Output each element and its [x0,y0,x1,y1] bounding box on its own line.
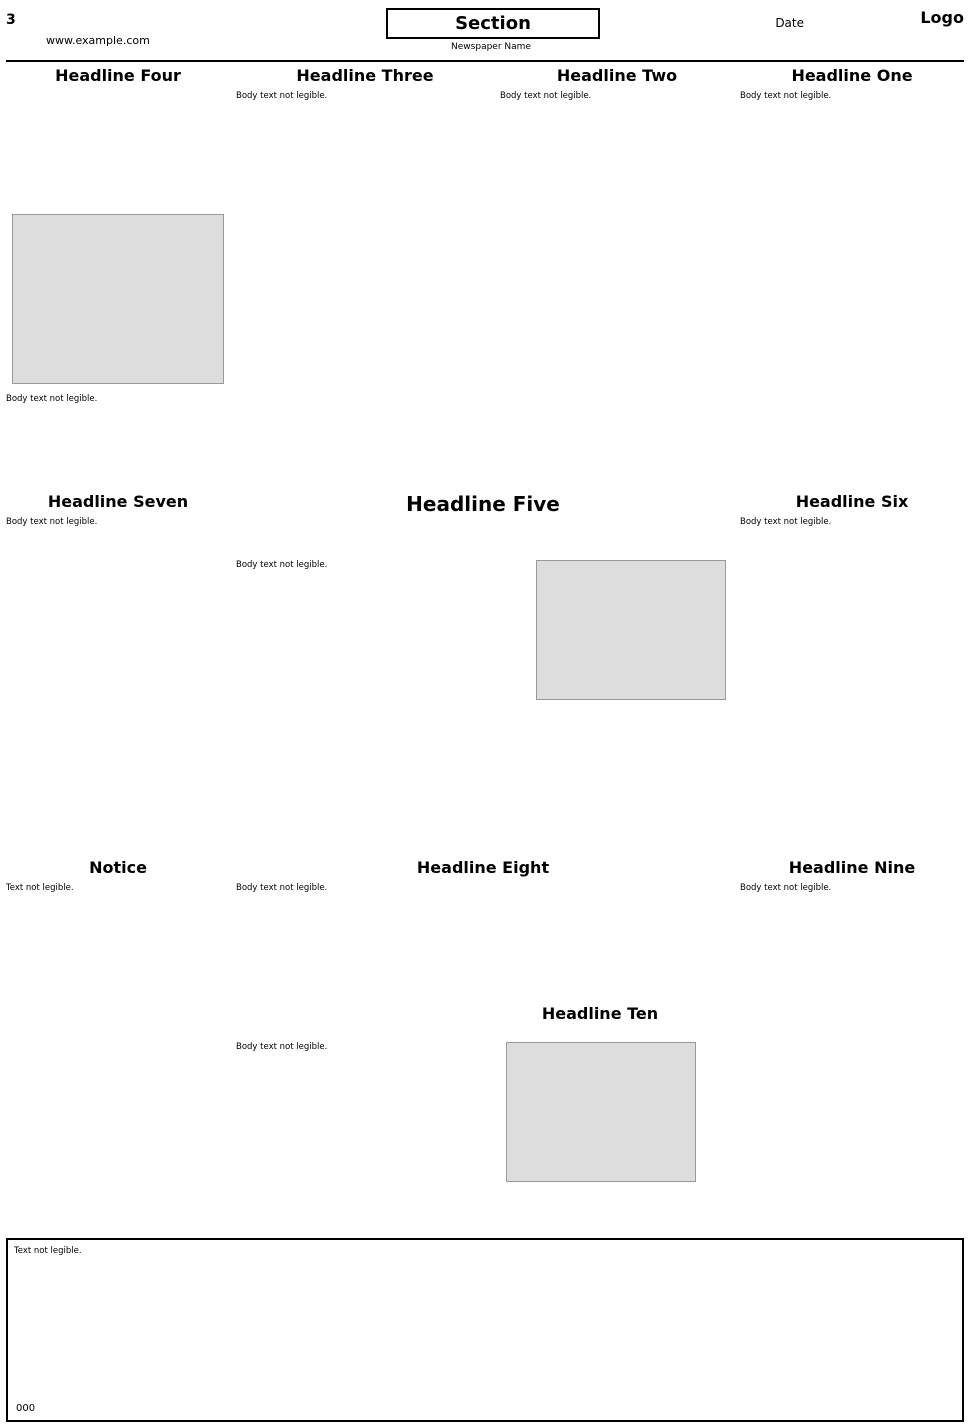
subtitle: Newspaper Name [451,42,531,52]
story-10-body: Body text not legible. [236,1042,328,1052]
story-7-body: Body text not legible. [6,517,98,527]
bottom-notice-text: Text not legible. [14,1246,82,1256]
logo: Logo [920,8,964,27]
story-6-body: Body text not legible. [740,517,832,527]
story-3 [236,64,494,484]
notice-box [6,856,230,1232]
story-5-body: Body text not legible. [236,560,328,570]
photo-placeholder [12,214,224,384]
story-4-body: Body text not legible. [6,394,98,404]
story-7-title: Headline Seven [47,492,189,511]
story-4-title: Headline Four [55,66,181,85]
bottom-notice [6,1238,964,1422]
story-1-body: Body text not legible. [740,91,832,101]
page-number: 3 [6,12,16,28]
story-9 [740,856,964,996]
footer-code: 000 [16,1403,36,1414]
story-9-body: Body text not legible. [740,883,832,893]
story-8 [236,856,730,996]
story-7 [6,490,230,850]
story-10 [236,1002,964,1232]
story-8-body: Body text not legible. [236,883,328,893]
story-2 [500,64,734,484]
story-5-title: Headline Five [406,492,560,516]
story-10-title: Headline Ten [541,1004,659,1023]
story-2-body: Body text not legible. [500,91,592,101]
story-1-title: Headline One [791,66,913,85]
car-photo-placeholder [536,560,726,700]
plane-photo-placeholder [506,1042,696,1182]
story-8-title: Headline Eight [416,858,550,877]
section-label: Section [386,8,600,39]
story-6-title: Headline Six [795,492,909,511]
story-4 [6,64,230,484]
story-5 [236,490,730,850]
story-1 [740,64,964,484]
masthead [6,6,964,62]
story-6 [740,490,964,850]
notice-title: Notice [89,858,147,877]
story-9-title: Headline Nine [788,858,916,877]
story-3-title: Headline Three [296,66,434,85]
website: www.example.com [46,34,150,47]
issue-date: Date [775,16,804,30]
notice-body: Text not legible. [6,883,74,893]
story-2-title: Headline Two [556,66,678,85]
story-3-body: Body text not legible. [236,91,328,101]
